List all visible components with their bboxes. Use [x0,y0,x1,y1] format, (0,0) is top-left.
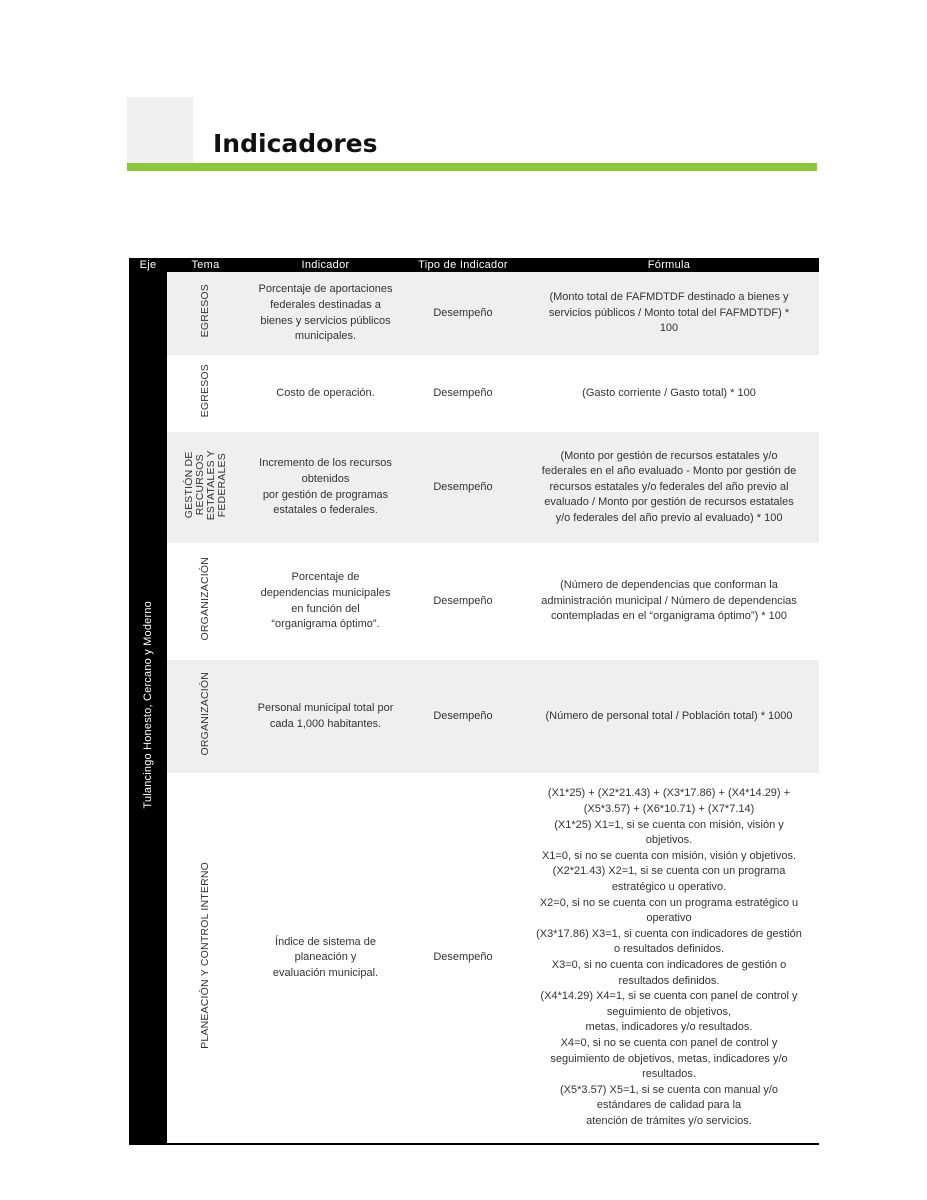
formula-cell: (Número de dependencias que conforman la administración municipal / Número de dependencias contempladas en el “organigrama óptimo”) * 100 [541,579,797,623]
title-accent-bar [127,163,817,171]
table-row [129,432,819,543]
eje-label: Tulancingo Honesto, Cercano y Moderno [141,600,154,809]
tema-label: EGRESOS [199,364,211,418]
header-tipo: Tipo de Indicador [407,258,519,272]
formula-cell: (Gasto corriente / Gasto total) * 100 [582,386,756,399]
formula-cell: (Número de personal total / Población total) * 1000 [519,660,819,773]
indicador-cell: Porcentaje de dependencias municipales en función del “organigrama óptimo”. [260,571,391,631]
header-grey-block [127,97,193,163]
eje-cell [129,272,167,1143]
tipo-cell: Desempeño [407,432,519,543]
tipo-cell: Desempeño [433,594,493,607]
table-row [129,773,819,1143]
tema-cell [167,773,244,1143]
table-bottom-rule [129,1143,819,1145]
formula-cell: (X1*25) + (X2*21.43) + (X3*17.86) + (X4*14.29) + (X5*3.57) + (X6*10.71) + (X7*7.14) (X1*25) X1=1, si se cuenta con misión, visión y objetivos. X1=0, si no se cuenta con misión, visión y objetivos. (X2*21.43) X2=1, si se cuenta con un programa estratégico u operativo. X2=0, si no se cuenta con un programa estratégico u operativo (X3*17.86) X3=1, si cuenta con indicadores de gestión o resultados definidos. X3=0, si no cuenta con indicadores de gestión o resultados definidos. (X4*14.29) X4=1, si se cuenta con panel de control y seguimiento de objetivos, metas, indicadores y/o resultados. X4=0, si no se cuenta con panel de control y seguimiento de objetivos, metas, indicadores y/o resultados. (X5*3.57) X5=1, si se cuenta con manual y/o estándares de calidad para la atención de trámites y/o servicios. [536,787,802,1127]
indicador-cell: Costo de operación. [276,386,375,399]
header-formula: Fórmula [519,258,819,272]
table-row [129,355,819,432]
formula-cell: (Monto total de FAFMDTDF destinado a bienes y servicios públicos / Monto total del FAFMDTDF) * 100 [519,272,819,355]
tema-cell [167,355,244,432]
indicador-cell: Incremento de los recursos obtenidos por gestión de programas estatales o federales. [244,432,407,543]
indicators-table-wrapper [129,258,819,1143]
tema-cell [167,660,244,773]
header-indicador: Indicador [244,258,407,272]
tipo-cell: Desempeño [433,951,493,964]
page-title: Indicadores [213,129,378,158]
table-row [129,543,819,660]
tema-label: PLANEACIÓN Y CONTROL INTERNO [199,861,211,1049]
header-eje: Eje [129,258,167,272]
indicators-table [129,258,819,1143]
tema-label: EGRESOS [199,284,211,338]
table-header-row [129,258,819,272]
indicador-cell: Personal municipal total por cada 1,000 habitantes. [244,660,407,773]
formula-cell: (Monto por gestión de recursos estatales y/o federales en el año evaluado - Monto por gestión de recursos estatales y/o federales del año previo al evaluado / Monto por gestión de recursos estatales y/o federales del año previo al evaluado) * 100 [519,432,819,543]
tema-cell [167,272,244,355]
table-row [129,272,819,355]
indicador-cell: Porcentaje de aportaciones federales destinadas a bienes y servicios públicos municipales. [244,272,407,355]
tipo-cell: Desempeño [433,386,493,399]
tipo-cell: Desempeño [407,660,519,773]
indicador-cell: Índice de sistema de planeación y evaluación municipal. [272,935,379,979]
tema-label: GESTIÓN DE RECURSOS ESTATALES Y FEDERALES [182,449,228,520]
tema-cell [167,432,244,543]
table-row [129,660,819,773]
tipo-cell: Desempeño [407,272,519,355]
tema-cell [167,543,244,660]
header-tema: Tema [167,258,244,272]
tema-label: ORGANIZACIÓN [199,671,211,756]
tema-label: ORGANIZACIÓN [199,556,211,641]
